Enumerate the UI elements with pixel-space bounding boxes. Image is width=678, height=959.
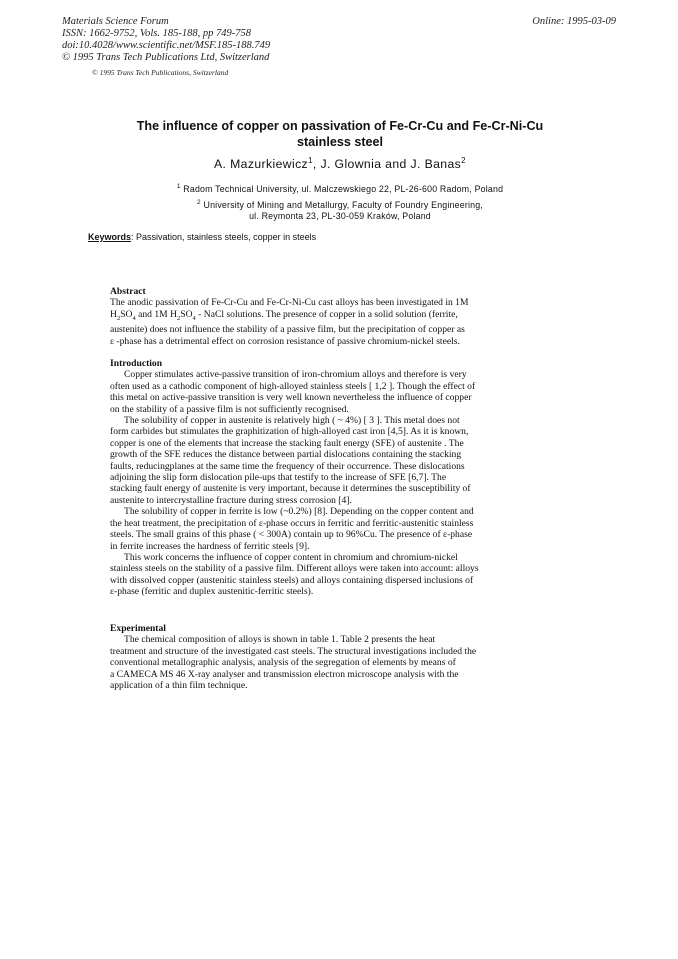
exper-line: conventional metallographic analysis, analysis of the segregation of elements by means of xyxy=(110,657,456,669)
subscript: 2 xyxy=(177,314,181,322)
intro-line: copper is one of the elements that increase the stacking fault energy (SFE) of austenite . The xyxy=(110,437,464,449)
intro-line: growth of the SFE reduces the distance between partial dislocations containing the stacking xyxy=(110,449,462,461)
experimental-heading: Experimental xyxy=(110,623,166,634)
affiliation-1 xyxy=(80,181,600,195)
intro-line: austenite to intercrystalline fracture during stress corrosion [4]. xyxy=(110,494,352,506)
intro-line: Copper stimulates active-passive transition of iron-chromium alloys and therefore is very xyxy=(124,369,467,381)
introduction-heading: Introduction xyxy=(110,358,163,369)
small-copyright: © 1995 Trans Tech Publications, Switzerland xyxy=(92,68,229,77)
text-run: SO xyxy=(180,308,193,320)
copyright-line: © 1995 Trans Tech Publications Ltd, Switzerland xyxy=(62,52,270,63)
subscript: 4 xyxy=(132,314,136,322)
exper-line: treatment and structure of the investigated cast steels. The structural investigations included the xyxy=(110,645,477,657)
intro-line: the heat treatment, the precipitation of ε-phase occurs in ferritic and ferritic-austenitic stainless xyxy=(110,517,474,529)
intro-line: ε-phase (ferritic and duplex austenitic-ferritic steels). xyxy=(110,586,314,598)
affiliation-2-line-2: ul. Reymonta 23, PL-30-059 Kraków, Poland xyxy=(249,210,431,221)
introduction-section xyxy=(110,358,518,598)
affiliation-1-mark: 1 xyxy=(176,183,181,190)
text-run: and 1M H xyxy=(135,308,178,320)
intro-line: form carbides but stimulates the graphitization of high-alloyed cast iron [4,5]. As it is known, xyxy=(110,426,469,438)
doi-line[interactable]: doi:10.4028/www.scientific.net/MSF.185-188.749 xyxy=(62,40,271,51)
affiliation-2 xyxy=(80,197,600,222)
intro-line: in ferrite increases the hardness of ferritic steels [9]. xyxy=(110,540,310,552)
experimental-section xyxy=(110,623,518,691)
intro-line: this metal on active-passive transition is very well known nevertheless the influence of copper xyxy=(110,392,472,404)
author-others: , J. Glownia and J. Banas xyxy=(312,157,462,172)
abstract-line: ε -phase has a detrimental effect on corrosion resistance of passive chromium-nickel steels. xyxy=(110,335,460,347)
exper-line: The chemical composition of alloys is shown in table 1. Table 2 presents the heat xyxy=(124,634,436,646)
intro-line: The solubility of copper in austenite is relatively high ( ~ 4%) [ 3 ]. This metal does not xyxy=(124,415,460,427)
intro-line: with dissolved copper (austenitic stainless steels) and alloys containing dispersed inclusions of xyxy=(110,574,474,586)
title-line-1: The influence of copper on passivation of Fe-Cr-Cu and Fe-Cr-Ni-Cu xyxy=(136,119,544,133)
issn-line: ISSN: 1662-9752, Vols. 185-188, pp 749-758 xyxy=(62,28,251,39)
exper-line: a CAMECA MS 46 X-ray analyser and transmission electron microscope analysis with the xyxy=(110,668,459,680)
intro-line: adjoining the slip form dislocation pile-ups that testify to the increase of SFE [6,7]. The xyxy=(110,472,447,484)
online-date: Online: 1995-03-09 xyxy=(532,16,616,27)
text-run: H xyxy=(110,308,117,320)
intro-line: steels. The small grains of this phase ( < 300A) contain up to 96%Cu. The presence of ε-phase xyxy=(110,529,473,541)
abstract-heading: Abstract xyxy=(110,286,146,297)
text-run: SO xyxy=(120,308,133,320)
affiliation-1-text: Radom Technical University, ul. Malczewskiego 22, PL-26-600 Radom, Poland xyxy=(183,183,504,194)
intro-line: The solubility of copper in ferrite is low (~0.2%) [8]. Depending on the copper content and xyxy=(124,506,474,518)
intro-line: on the stability of a passive film is not sufficiently recognised. xyxy=(110,403,349,415)
exper-line: application of a thin film technique. xyxy=(110,680,248,692)
intro-line: This work concerns the influence of copper content in chromium and chromium-nickel xyxy=(124,551,458,563)
author-1-affil-mark: 1 xyxy=(308,156,313,165)
intro-line: often used as a cathodic component of high-alloyed stainless steels [ 1,2 ]. Though the effect of xyxy=(110,380,476,392)
intro-line: faults, reducingplanes at the same time the frequency of their occurrence. These dislocations xyxy=(110,460,465,472)
affiliation-2-mark: 2 xyxy=(197,199,201,206)
intro-line: stacking fault energy of austenite is very important, because it determines the susceptibility of xyxy=(110,483,471,495)
abstract-line: The anodic passivation of Fe-Cr-Cu and Fe-Cr-Ni-Cu cast alloys has been investigated in 1M xyxy=(110,297,469,309)
authors xyxy=(80,156,600,171)
keywords-label: Keywords xyxy=(88,232,132,242)
journal-header xyxy=(62,16,270,64)
intro-line: stainless steels on the stability of a passive film. Different alloys were taken into account: alloys xyxy=(110,563,479,575)
paper-title xyxy=(80,118,600,150)
title-line-2: stainless steel xyxy=(296,135,384,149)
journal-name: Materials Science Forum xyxy=(62,16,169,27)
abstract-line: austenite) does not influence the stability of a passive film, but the precipitation of copper as xyxy=(110,324,465,336)
subscript: 2 xyxy=(116,314,121,322)
author-1: A. Mazurkiewicz xyxy=(214,157,309,172)
text-run: - NaCl solutions. The presence of copper in a solid solution (ferrite, xyxy=(195,308,458,320)
abstract-section xyxy=(110,286,518,347)
subscript: 4 xyxy=(192,314,196,322)
keywords-text: : Passivation, stainless steels, copper in steels xyxy=(131,232,317,242)
affiliation-2-line-1: University of Mining and Metallurgy, Faculty of Foundry Engineering, xyxy=(203,199,483,210)
keywords xyxy=(88,232,316,242)
abstract-line xyxy=(110,309,518,324)
author-3-affil-mark: 2 xyxy=(461,156,466,165)
